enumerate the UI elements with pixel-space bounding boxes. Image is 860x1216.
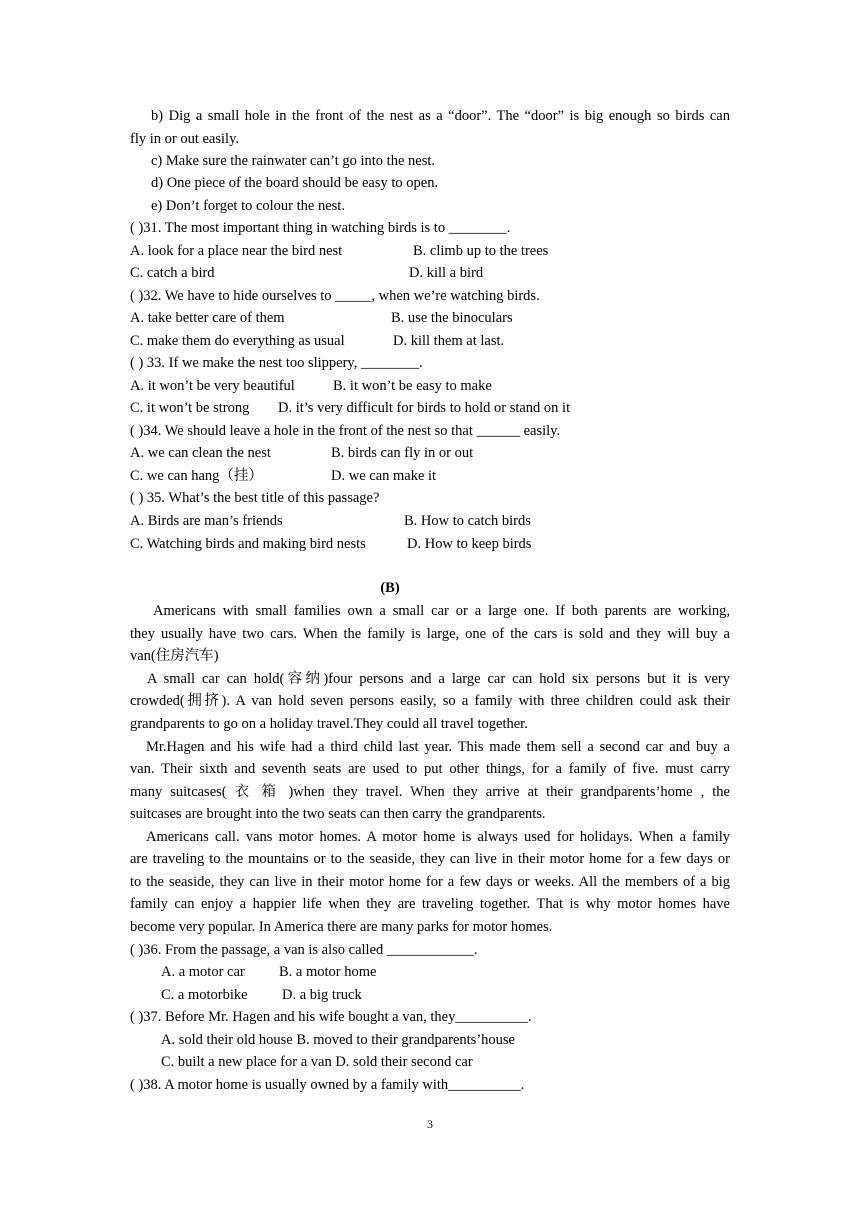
- question-31-stem: ( )31. The most important thing in watching birds is to ________.: [130, 220, 511, 236]
- paragraph-3-line-3: many suitcases( 衣 箱 )when they travel. When they arrive at their grandparents’home , the: [130, 784, 730, 800]
- paragraph-4-line-2: are traveling to the mountains or to the seaside, they can live in their motor home for a few days or: [130, 851, 730, 867]
- question-34-option-d: D. we can make it: [331, 468, 437, 484]
- question-36-option-b: B. a motor home: [279, 964, 377, 980]
- paragraph-2-line-2: crowded(拥挤). A van hold seven persons easily, so a family with three children could ask their: [130, 693, 730, 709]
- question-31-option-c: C. catch a bird: [130, 265, 215, 281]
- paragraph-1-line-3: van(住房汽车): [130, 648, 219, 664]
- question-35-option-b: B. How to catch birds: [404, 513, 531, 529]
- question-35-option-a: A. Birds are man’s friends: [130, 513, 283, 529]
- paragraph-3-line-4: suitcases are brought into the two seats can then carry the grandparents.: [130, 806, 546, 822]
- question-32-stem: ( )32. We have to hide ourselves to _____, when we’re watching birds.: [130, 288, 540, 304]
- question-37-stem: ( )37. Before Mr. Hagen and his wife bought a van, they__________.: [130, 1009, 532, 1025]
- question-34-option-b: B. birds can fly in or out: [331, 445, 474, 461]
- question-33-option-a: A. it won’t be very beautiful: [130, 378, 295, 394]
- question-37-options-ab: A. sold their old house B. moved to their grandparents’house: [161, 1032, 515, 1048]
- question-32-option-a: A. take better care of them: [130, 310, 285, 326]
- question-31-option-b: B. climb up to the trees: [413, 243, 549, 259]
- question-32-option-d: D. kill them at last.: [393, 333, 505, 349]
- tip-b-line2: fly in or out easily.: [130, 131, 239, 147]
- question-34-option-a: A. we can clean the nest: [130, 445, 271, 461]
- paragraph-4-line-4: family can enjoy a happier life when they are traveling together. That is why motor homes have: [130, 896, 730, 912]
- section-b-heading: (B): [380, 580, 400, 596]
- question-37-options-cd: C. built a new place for a van D. sold their second car: [161, 1054, 473, 1070]
- question-33-stem: ( ) 33. If we make the nest too slippery, ________.: [130, 355, 423, 371]
- paragraph-2-line-1: A small car can hold(容纳)four persons and a large car can hold six persons but it is very: [147, 671, 730, 687]
- paragraph-1-line-2: they usually have two cars. When the family is large, one of the cars is sold and they will buy a: [130, 626, 730, 642]
- paragraph-4-line-5: become very popular. In America there are many parks for motor homes.: [130, 919, 553, 935]
- paragraph-4-line-1: Americans call. vans motor homes. A motor home is always used for holidays. When a family: [146, 829, 730, 845]
- paragraph-3-line-1: Mr.Hagen and his wife had a third child last year. This made them sell a second car and buy a: [146, 739, 730, 755]
- paragraph-4-line-3: to the seaside, they can live in their motor home for a few days or weeks. All the members of a big: [130, 874, 730, 890]
- question-38-stem: ( )38. A motor home is usually owned by a family with__________.: [130, 1077, 525, 1093]
- question-34-option-c: C. we can hang（挂）: [130, 468, 263, 484]
- page-number: 3: [427, 1117, 433, 1131]
- question-34-stem: ( )34. We should leave a hole in the front of the nest so that ______ easily.: [130, 423, 561, 439]
- question-33-option-b: B. it won’t be easy to make: [333, 378, 492, 394]
- question-36-option-c: C. a motorbike: [161, 987, 248, 1003]
- paragraph-3-line-2: van. Their sixth and seventh seats are used to put other things, for a family of five. must carry: [130, 761, 730, 777]
- question-33-option-c: C. it won’t be strong: [130, 400, 250, 416]
- tip-d: d) One piece of the board should be easy to open.: [151, 175, 439, 191]
- question-36-option-d: D. a big truck: [282, 987, 362, 1003]
- tip-b-line1: b) Dig a small hole in the front of the nest as a “door”. The “door” is big enough so birds can: [151, 108, 730, 124]
- question-35-option-d: D. How to keep birds: [407, 536, 532, 552]
- paragraph-1-line-1: Americans with small families own a small car or a large one. If both parents are working,: [153, 603, 730, 619]
- paragraph-2-line-3: grandparents to go on a holiday travel.They could all travel together.: [130, 716, 528, 732]
- question-32-option-b: B. use the binoculars: [391, 310, 513, 326]
- question-33-option-d: D. it’s very difficult for birds to hold or stand on it: [278, 400, 571, 416]
- question-36-option-a: A. a motor car: [161, 964, 245, 980]
- question-32-option-c: C. make them do everything as usual: [130, 333, 345, 349]
- question-31-option-d: D. kill a bird: [409, 265, 484, 281]
- question-36-stem: ( )36. From the passage, a van is also called ____________.: [130, 942, 478, 958]
- question-31-option-a: A. look for a place near the bird nest: [130, 243, 343, 259]
- question-35-stem: ( ) 35. What’s the best title of this passage?: [130, 490, 380, 506]
- question-35-option-c: C. Watching birds and making bird nests: [130, 536, 366, 552]
- tip-c: c) Make sure the rainwater can’t go into the nest.: [151, 153, 435, 169]
- tip-e: e) Don’t forget to colour the nest.: [151, 198, 345, 214]
